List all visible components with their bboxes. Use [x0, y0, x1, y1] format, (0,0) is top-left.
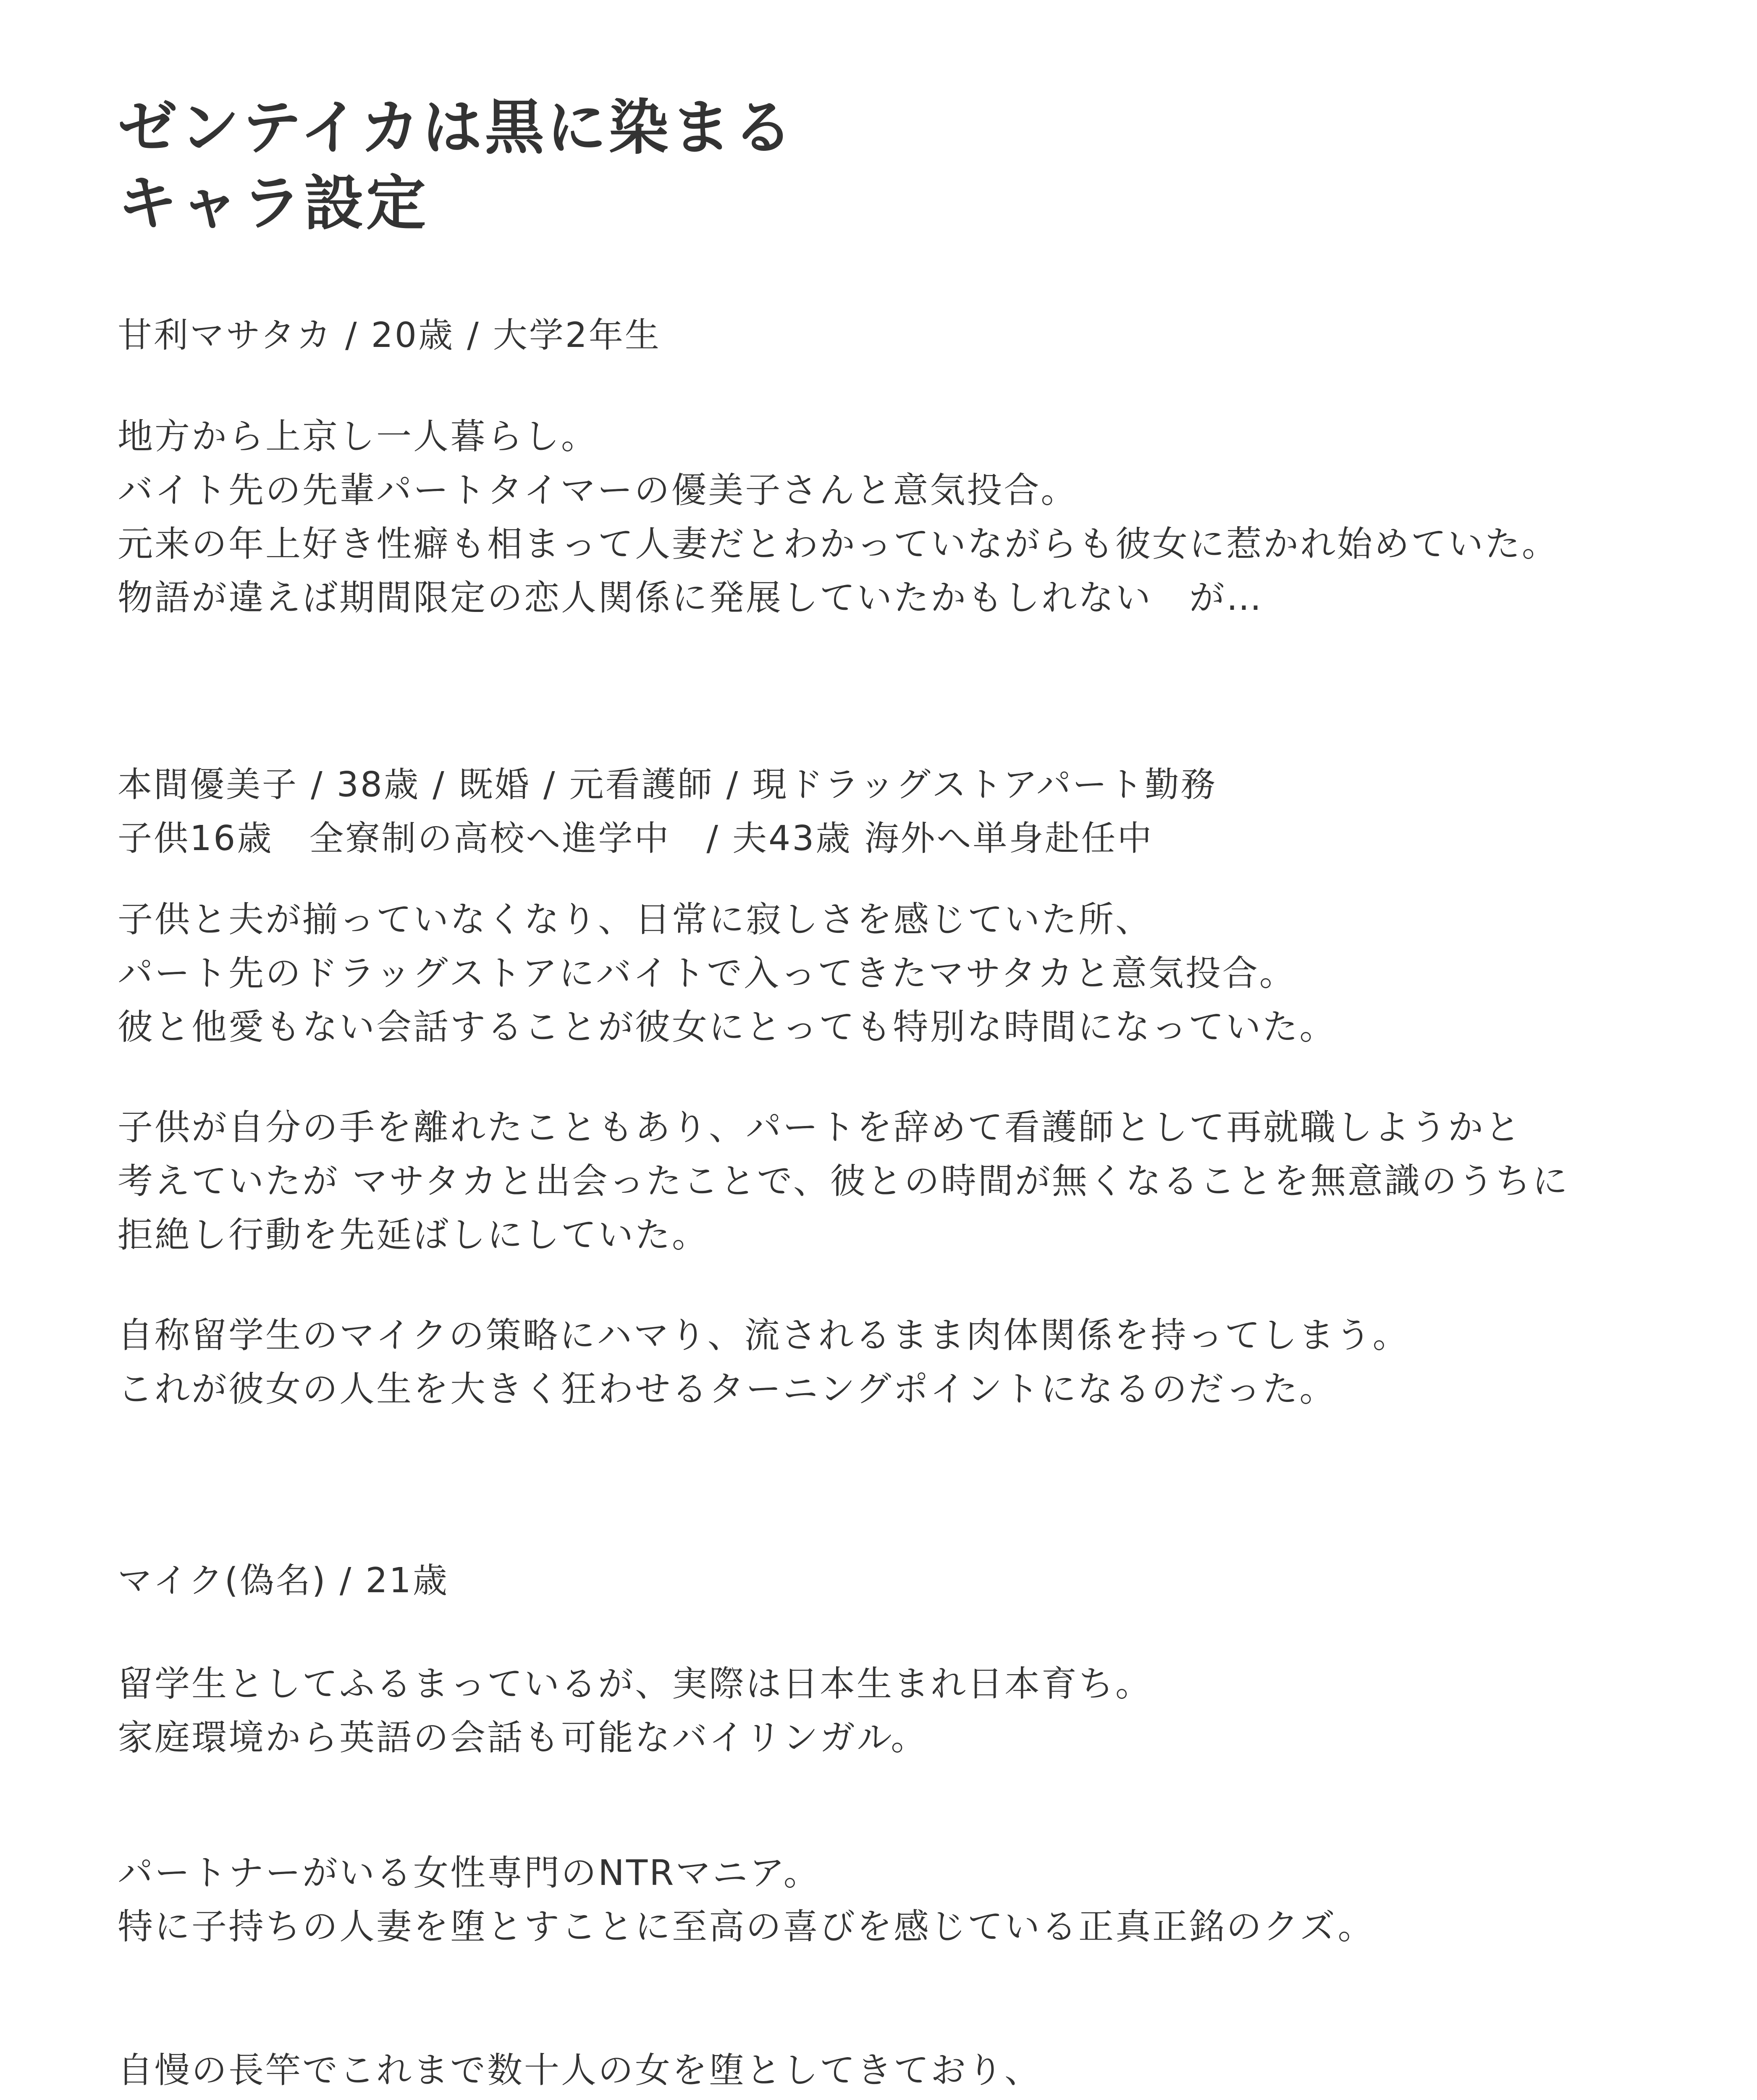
yumiko-profile: 本間優美子 / 38歳 / 既婚 / 元看護師 / 現ドラッグストアパート勤務 [118, 765, 1217, 805]
text-line: 子供と夫が揃っていなくなり、日常に寂しさを感じていた所、 [118, 899, 1153, 940]
text-line: 家庭環境から英語の会話も可能なバイリンガル。 [118, 1717, 928, 1758]
text-line: 自慢の長竿でこれまで数十人の女を堕としてきており、 [118, 2050, 1042, 2091]
text-line [118, 2097, 1335, 2100]
title-line-2: キャラ設定 [118, 169, 428, 238]
masataka-header [118, 309, 661, 362]
masataka-description [118, 410, 1559, 625]
title-line-1: ゼンテイカは黒に染まる [118, 93, 795, 163]
yumiko-paragraph-2 [118, 1100, 1569, 1262]
yumiko-header [118, 758, 1217, 866]
text-line: 特に子持ちの人妻を堕とすことに至高の喜びを感じている正真正銘のクズ。 [118, 1906, 1375, 1947]
mike-header [118, 1554, 449, 1608]
yumiko-family: 子供16歳 全寮制の高校へ進学中 / 夫43歳 海外へ単身赴任中 [118, 819, 1154, 858]
masataka-profile: 甘利マサタカ / 20歳 / 大学2年生 [118, 315, 661, 355]
text-line: 留学生としてふるまっているが、実際は日本生まれ日本育ち。 [118, 1663, 1153, 1704]
mike-paragraph-3 [118, 2043, 1335, 2100]
text-line: 地方から上京し一人暮らし。 [118, 416, 598, 457]
text-line: バイト先の先輩パートタイマーの優美子さんと意気投合。 [118, 470, 1078, 511]
text-line: 子供が自分の手を離れたこともあり、パートを辞めて看護師として再就職しようかと [118, 1107, 1522, 1148]
text-line: 物語が違えば期間限定の恋人関係に発展していたかもしれない が… [118, 577, 1264, 618]
text-line: 自称留学生のマイクの策略にハマり、流されるまま肉体関係を持ってしまう。 [118, 1315, 1410, 1356]
text-line: 彼と他愛もない会話することが彼女にとっても特別な時間になっていた。 [118, 1006, 1337, 1047]
page-title [118, 90, 795, 242]
text-line: 拒絶し行動を先延ばしにしていた。 [118, 1214, 709, 1255]
yumiko-paragraph-1 [118, 892, 1336, 1054]
mike-paragraph-1 [118, 1657, 1152, 1764]
mike-paragraph-2 [118, 1846, 1375, 1953]
mike-profile: マイク(偽名) / 21歳 [118, 1561, 449, 1601]
yumiko-paragraph-3 [118, 1308, 1410, 1416]
text-line: パートナーがいる女性専門のNTRマニア。 [118, 1852, 821, 1893]
text-line: パート先のドラッグストアにバイトで入ってきたマサタカと意気投合。 [118, 953, 1296, 994]
text-line: これが彼女の人生を大きく狂わせるターニングポイントになるのだった。 [118, 1368, 1337, 1410]
text-line: 考えていたが マサタカと出会ったことで、彼との時間が無くなることを無意識のうちに [118, 1160, 1569, 1202]
text-line: 元来の年上好き性癖も相まって人妻だとわかっていながらも彼女に惹かれ始めていた。 [118, 523, 1559, 564]
